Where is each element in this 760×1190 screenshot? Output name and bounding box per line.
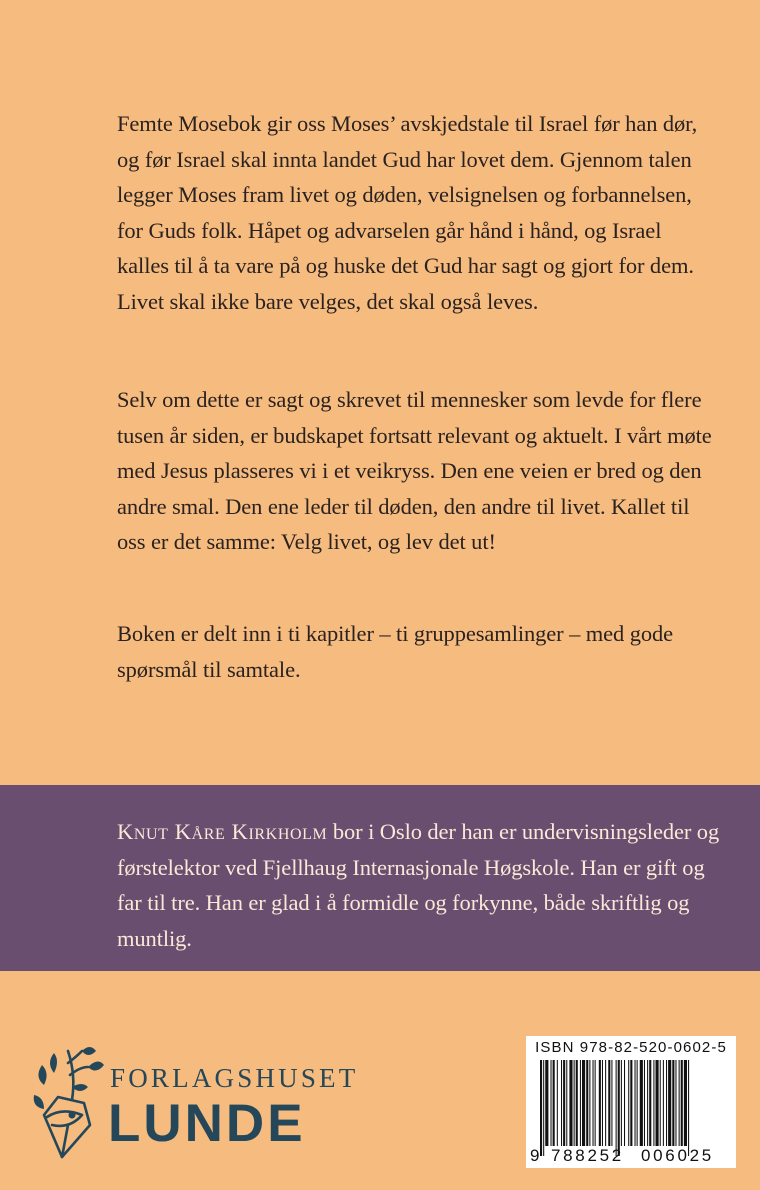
- barcode-bar: [563, 1060, 565, 1146]
- barcode-bar: [679, 1060, 680, 1146]
- barcode-bar: [660, 1060, 661, 1146]
- barcode-bar: [663, 1060, 664, 1146]
- blurb-paragraph-3: Boken er delt inn i ti kapitler – ti gruppesamlinger – med gode spørsmål til samtale.: [117, 621, 674, 682]
- barcode-bar: [543, 1060, 544, 1156]
- barcode-bar: [647, 1060, 648, 1146]
- barcode-bar: [621, 1060, 622, 1146]
- barcode-bar: [656, 1060, 659, 1146]
- barcode-bar: [557, 1060, 558, 1146]
- isbn-label: ISBN 978-82-520-0602-5: [535, 1039, 727, 1056]
- barcode-bar: [576, 1060, 578, 1146]
- barcode-bar: [574, 1060, 575, 1146]
- barcode-bar: [675, 1060, 676, 1146]
- barcode-bar: [608, 1060, 610, 1146]
- barcode-bar: [602, 1060, 603, 1146]
- barcode-bar: [611, 1060, 612, 1146]
- barcode-bar: [637, 1060, 638, 1146]
- barcode-digit-first: 9: [530, 1146, 543, 1165]
- author-name: Knut Kåre Kirkholm: [117, 819, 328, 844]
- barcode-bar: [668, 1060, 671, 1146]
- barcode-digits-right: 006025: [641, 1146, 714, 1165]
- barcode-bar: [589, 1060, 590, 1146]
- isbn-barcode-box: [526, 1036, 736, 1168]
- author-bio-text: bor i Oslo der han er undervisningsleder og førstelektor ved Fjellhaug Internasjonale Høgskole. Han er gift og far til tre. Han er glad i å formidle og forkynne, både skriftlig og muntlig.: [117, 819, 720, 951]
- author-bio: [117, 814, 727, 956]
- barcode-bar: [624, 1060, 625, 1146]
- barcode-bar: [580, 1060, 581, 1146]
- barcode-bar: [616, 1060, 617, 1156]
- barcode-bar: [605, 1060, 606, 1146]
- publisher-name-bottom: LUNDE: [108, 1094, 306, 1153]
- barcode-bar: [561, 1060, 562, 1146]
- barcode-bar: [649, 1060, 651, 1146]
- barcode-bar: [635, 1060, 636, 1146]
- blurb-paragraph-1: Femte Mosebok gir oss Moses’ avskjedstale til Israel før han dør, og før Israel skal innta landet Gud har lovet dem. Gjennom talen legger Moses fram livet og døden, velsignelsen og forbannelsen, for Guds folk. Håpet og advarselen går hånd i hånd, og Israel kalles til å ta vare på og huske det Gud har sagt og gjort for dem. Livet skal ikke bare velges, det skal også leves.: [117, 111, 698, 314]
- barcode-bar: [640, 1060, 643, 1146]
- barcode-bar: [644, 1060, 645, 1146]
- leaf-pen-fish-icon: [32, 1045, 106, 1160]
- barcode-bar: [684, 1060, 687, 1146]
- barcode-bar: [540, 1060, 542, 1156]
- barcode-bar: [618, 1060, 620, 1156]
- barcode-digits-left: 788252: [551, 1146, 624, 1165]
- barcode-bar: [666, 1060, 667, 1146]
- barcode-bar: [595, 1060, 596, 1146]
- barcode-bar: [599, 1060, 601, 1146]
- blurb-paragraph-2: Selv om dette er sagt og skrevet til mennesker som levde for flere tusen år siden, er budskapet fortsatt relevant og aktuelt. I vårt møte med Jesus plasseres vi i et veikryss. Den ene veien er bred og den andre smal. Den ene leder til døden, den andre til livet. Kallet til oss er det samme: Velg livet, og lev det ut!: [117, 387, 712, 554]
- barcode-bar: [586, 1060, 588, 1146]
- barcode-bar: [628, 1060, 629, 1146]
- publisher-logo: [32, 1045, 372, 1160]
- barcode-bar: [566, 1060, 567, 1146]
- barcode-bar: [545, 1060, 548, 1146]
- barcode-bar: [688, 1060, 689, 1156]
- barcode-bar: [553, 1060, 555, 1146]
- publisher-name-top: FORLAGSHUSET: [110, 1063, 359, 1093]
- barcode-bar: [593, 1060, 594, 1146]
- barcode-bar: [551, 1060, 552, 1146]
- barcode-bar: [681, 1060, 683, 1146]
- author-bio-band: [0, 785, 760, 971]
- barcode-bar: [653, 1060, 654, 1146]
- barcode-bar: [672, 1060, 674, 1146]
- barcode-bar: [630, 1060, 632, 1146]
- barcode-bar: [582, 1060, 585, 1146]
- barcode-bar: [569, 1060, 572, 1146]
